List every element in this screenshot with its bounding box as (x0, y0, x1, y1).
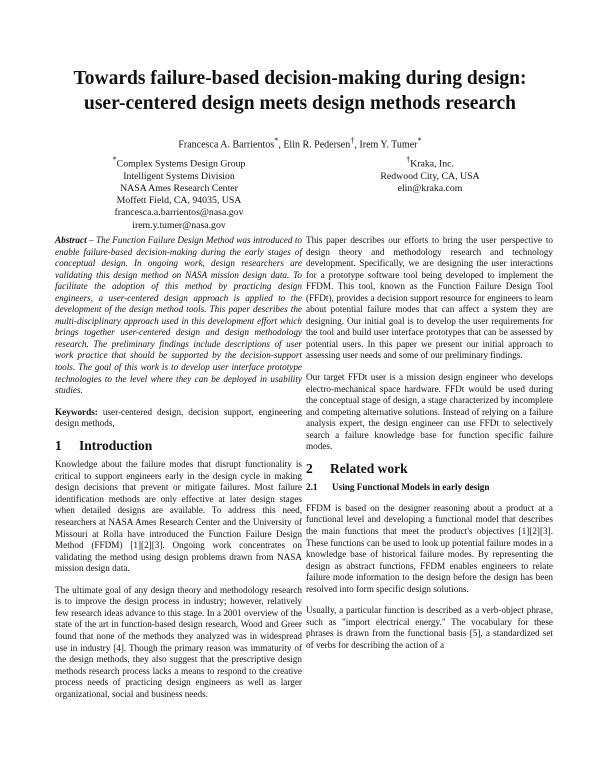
author-1-mark: * (274, 136, 279, 145)
subsection-2-1-heading (306, 482, 553, 494)
paper-title (40, 66, 560, 116)
author-1: Francesca A. Barrientos (178, 139, 275, 151)
intro-paragraph-3: This paper describes our efforts to bring the user perspective to design theory and methodology research and technology development. Specifically, we are designing the user interactions for a prototype software tool being developed to implement the FFDM. This tool, known as the Function Failure Design Tool (FFDt), provides a decision support resource for engineers to learn about potential failure modes that can affect a system they are designing. Our initial goal is to develop the user requirements for the tool and build user interface prototypes that can be assessed by potential users. In this paper we present our initial approach to assessing user needs and some of our preliminary findings. (306, 235, 553, 361)
affiliation-left-mark: * (112, 155, 117, 164)
author-2-mark: † (350, 136, 355, 145)
keywords-text: user-centered design, decision support, engineering design methods, (55, 406, 302, 429)
affiliation-left (74, 154, 284, 232)
section-2-title: Related work (330, 460, 408, 476)
subsection-2-1-number: 2.1 (306, 482, 318, 493)
keywords-label: Keywords: (55, 406, 98, 417)
affiliation-address: Moffett Field, CA, 94035, USA (116, 195, 242, 207)
abstract-text: – The Function Failure Design Method was introduced to enable failure-based decision-making during the early stages of conceptual design. In ongoing work, design researchers are validating this design method on NASA mission design data. To facilitate the adoption of this method by practicing design engineers, a user-centered design approach is applied to the development of the design method tools. This paper describes the multi-disciplinary approach used in this development effort which brings together user-centered design and design methodology research. The preliminary findings include descriptions of user work practice that should be supported by the decision-support tools. The goal of this work is to develop user interface prototype technologies to the level where they can be deployed in usability studies. (55, 235, 302, 396)
author-2-email: elin@kraka.com (397, 182, 463, 194)
section-2-heading (306, 460, 553, 476)
subsection-2-1-title: Using Functional Models in early design (332, 482, 490, 493)
left-column (55, 235, 302, 710)
keywords (55, 407, 302, 430)
intro-paragraph-4: Our target FFDt user is a mission design engineer who develops electro-mechanical space hardware. FFDt would be used during the conceptual stage of design, a stage characterized by incomplete and competing alternative solutions. Instead of relying on a failure analysis expert, the design engineer can use FFDt to selectively search a failure knowledge base for function specific failure modes. (306, 372, 553, 452)
abstract (55, 235, 302, 397)
section-1-title: Introduction (79, 437, 153, 453)
affiliation-group: Complex Systems Design Group (116, 158, 246, 170)
related-paragraph-2: Usually, a particular function is described as a verb-object phrase, such as "import electrical energy." The vocabulary for these phrases is drawn from the functional basis [5], a standardized set of verbs for describing the action of a (306, 605, 553, 650)
affiliation-company: Kraka, Inc. (410, 158, 454, 170)
abstract-label: Abstract (55, 235, 87, 245)
affiliation-right-mark: † (406, 155, 411, 164)
affiliation-center: NASA Ames Research Center (120, 182, 238, 194)
related-paragraph-1: FFDM is based on the designer reasoning about a product at a functional level and developing a functional model that describes the main functions that meet the product's objectives [1][2][3]. These functions can be used to look up potential failure modes in a knowledge base of historical failure modes. By representing the design as abstract functions, FFDM enables engineers to relate failure mode information to the design before the design has been resolved into form specific design solutions. (306, 502, 553, 594)
section-2-number: 2 (306, 460, 313, 476)
intro-paragraph-1: Knowledge about the failure modes that disrupt functionality is critical to support engineers early in the design cycle in making design decisions that prevent or mitigate failures. Most failure identification methods are only effective at later design stages when detailed designs are available. To address this need, researchers at NASA Ames Research Center and the University of Missouri at Rolla have introduced the Function Failure Design Method (FFDM) [1][2][3]. Ongoing work concentrates on validating the method using design problems drawn from NASA mission design data. (55, 459, 302, 574)
section-1-heading (55, 437, 302, 453)
author-1-email: francesca.a.barrientos@nasa.gov (114, 207, 244, 219)
section-1-number: 1 (55, 437, 62, 453)
affiliation-division: Intelligent Systems Division (123, 170, 235, 182)
right-column (306, 235, 553, 662)
author-3-mark: * (417, 136, 422, 145)
title-line-1: Towards failure-based decision-making during design: (73, 68, 527, 89)
author-3: Irem Y. Tumer (359, 139, 418, 151)
author-2: Elin R. Pedersen (283, 139, 351, 151)
author-list: Francesca A. Barrientos*, Elin R. Pedersen†, Irem Y. Tumer* (178, 136, 422, 151)
intro-paragraph-2: The ultimate goal of any design theory and methodology research is to improve the design process in industry; however, relatively few research ideas advance to this stage. In a 2001 overview of the state of the art in function-based design research, Wood and Greer found that none of the methods they analyzed was in widespread use in industry [4]. Though the primary reason was immaturity of the design methods, they also suggest that the prescriptive design methods research process lacks a means to respond to the creative process needs of practicing design engineers as well as larger organizational, social and business needs. (55, 584, 302, 699)
title-line-2: user-centered design meets design methods research (83, 93, 516, 114)
affiliation-company-address: Redwood City, CA, USA (380, 170, 480, 182)
affiliation-right (330, 154, 530, 195)
author-3-email: irem.y.tumer@nasa.gov (132, 219, 226, 231)
